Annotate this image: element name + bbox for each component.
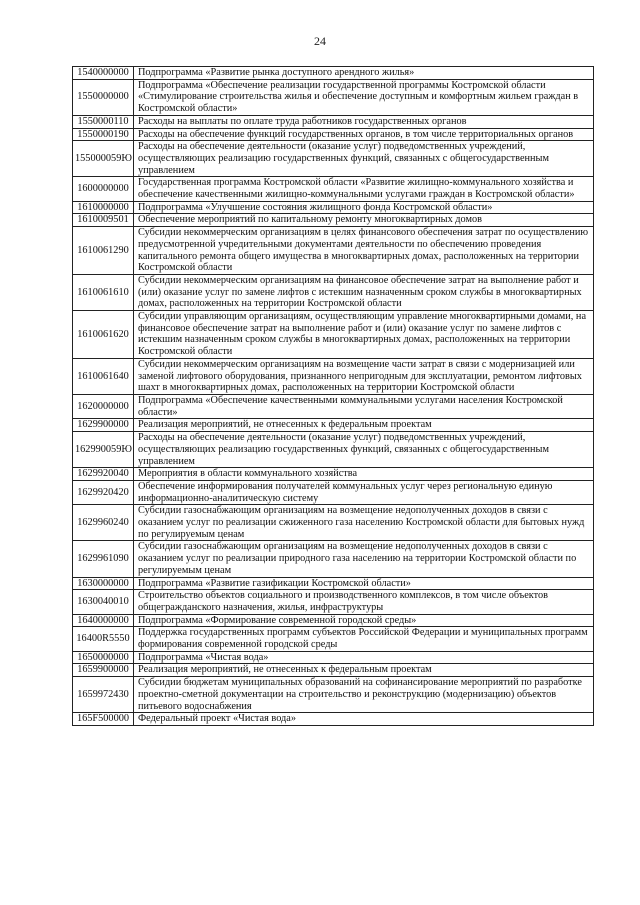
description-cell: Федеральный проект «Чистая вода» [134,713,594,726]
budget-code-cell: 1550000190 [73,128,134,141]
budget-code-cell: 162990059Ю [73,432,134,468]
description-cell: Подпрограмма «Формирование современной городской среды» [134,614,594,627]
budget-code-cell: 1650000000 [73,651,134,664]
budget-code-cell: 1610061620 [73,311,134,359]
description-cell: Государственная программа Костромской области «Развитие жилищно-коммунального хозяйства и обеспечение качественными жилищно-коммунальными услугами граждан в Костромской области» [134,177,594,201]
table-row [73,713,594,726]
table-row [73,590,594,614]
budget-code-cell: 1629900000 [73,419,134,432]
table-row [73,227,594,275]
description-cell: Подпрограмма «Обеспечение качественными коммунальными услугами населения Костромской области» [134,394,594,418]
description-cell: Расходы на обеспечение деятельности (оказание услуг) подведомственных учреждений, осуществляющих реализацию государственных функций, связанных с общегосударственным управлением [134,432,594,468]
table-row [73,177,594,201]
table-row [73,577,594,590]
description-cell: Подпрограмма «Развитие рынка доступного арендного жилья» [134,67,594,80]
description-cell: Обеспечение информирования получателей коммунальных услуг через региональную единую информационно-аналитическую систему [134,480,594,504]
table-row [73,677,594,713]
table-row [73,201,594,214]
table-row [73,394,594,418]
table-row [73,541,594,577]
table-row [73,505,594,541]
budget-code-cell: 1610000000 [73,201,134,214]
description-cell: Субсидии бюджетам муниципальных образований на софинансирование мероприятий по разработке проектно-сметной документации на строительство и реконструкцию (модернизацию) объектов питьевого водоснабжения [134,677,594,713]
budget-code-cell: 1610061610 [73,274,134,310]
table-row [73,627,594,651]
budget-code-cell: 1630000000 [73,577,134,590]
table-row [73,141,594,177]
description-cell: Строительство объектов социального и производственного комплексов, в том числе объектов общегражданского назначения, жилья, инфраструктуры [134,590,594,614]
description-cell: Субсидии управляющим организациям, осуществляющим управление многоквартирными домами, на финансовое обеспечение затрат на выполнение работ и (или) оказание услуг по замене лифтов с истекшим назначенным сроком службы в многоквартирных домах, расположенных на территории Костромской области [134,311,594,359]
budget-code-cell: 155000059Ю [73,141,134,177]
budget-code-cell: 1629920420 [73,480,134,504]
description-cell: Расходы на выплаты по оплате труда работников государственных органов [134,115,594,128]
budget-classification-table [72,66,594,726]
description-cell: Субсидии газоснабжающим организациям на возмещение недополученных доходов в связи с оказанием услуг по реализации сжиженного газа населению Костромской области для бытовых нужд по регулируемым ценам [134,505,594,541]
description-cell: Реализация мероприятий, не отнесенных к федеральным проектам [134,664,594,677]
table-row [73,79,594,115]
budget-code-cell: 1629961090 [73,541,134,577]
page-number: 24 [314,34,326,48]
table-row [73,432,594,468]
description-cell: Реализация мероприятий, не отнесенных к федеральным проектам [134,419,594,432]
budget-code-cell: 1629920040 [73,468,134,481]
budget-code-cell: 1610061290 [73,227,134,275]
budget-code-cell: 1640000000 [73,614,134,627]
budget-code-cell: 1600000000 [73,177,134,201]
description-cell: Субсидии некоммерческим организациям на финансовое обеспечение затрат на выполнение работ и (или) оказание услуг по замене лифтов с истекшим назначенным сроком службы в многоквартирных домах, расположенных на территории Костромской области [134,274,594,310]
table-row [73,311,594,359]
table-row [73,358,594,394]
table-row [73,651,594,664]
description-cell: Субсидии газоснабжающим организациям на возмещение недополученных доходов в связи с оказанием услуг по реализации природного газа населению на территории Костромской области по регулируемым ценам [134,541,594,577]
budget-code-cell: 1540000000 [73,67,134,80]
description-cell: Мероприятия в области коммунального хозяйства [134,468,594,481]
table-row [73,274,594,310]
table-row [73,214,594,227]
budget-code-cell: 165F500000 [73,713,134,726]
table-row [73,419,594,432]
table-row [73,67,594,80]
description-cell: Расходы на обеспечение деятельности (оказание услуг) подведомственных учреждений, осуществляющих реализацию государственных функций, связанных с общегосударственным управлением [134,141,594,177]
budget-code-cell: 1550000110 [73,115,134,128]
table-row [73,468,594,481]
table-row [73,614,594,627]
table-row [73,480,594,504]
budget-code-cell: 1659900000 [73,664,134,677]
description-cell: Субсидии некоммерческим организациям на возмещение части затрат в связи с модернизацией или заменой лифтового оборудования, признанного непригодным для эксплуатации, ремонтом лифтовых шахт в многоквартирных домах, расположенных на территории Костромской области [134,358,594,394]
table-row [73,664,594,677]
budget-code-cell: 1630040010 [73,590,134,614]
budget-code-cell: 1550000000 [73,79,134,115]
budget-code-cell: 1629960240 [73,505,134,541]
budget-code-cell: 16400R5550 [73,627,134,651]
table-body [73,67,594,726]
budget-code-cell: 1659972430 [73,677,134,713]
description-cell: Расходы на обеспечение функций государственных органов, в том числе территориальных органов [134,128,594,141]
description-cell: Подпрограмма «Улучшение состояния жилищного фонда Костромской области» [134,201,594,214]
table-row [73,115,594,128]
description-cell: Подпрограмма «Обеспечение реализации государственной программы Костромской области «Стимулирование строительства жилья и обеспечение доступным и комфортным жильем граждан в Костромской области» [134,79,594,115]
budget-code-cell: 1620000000 [73,394,134,418]
description-cell: Обеспечение мероприятий по капитальному ремонту многоквартирных домов [134,214,594,227]
budget-code-cell: 1610061640 [73,358,134,394]
table-row [73,128,594,141]
description-cell: Поддержка государственных программ субъектов Российской Федерации и муниципальных программ формирования современной городской среды [134,627,594,651]
budget-code-cell: 1610009501 [73,214,134,227]
description-cell: Подпрограмма «Чистая вода» [134,651,594,664]
description-cell: Субсидии некоммерческим организациям в целях финансового обеспечения затрат по осуществлению предусмотренной учредительными документами деятельности по обеспечению проведения капитального ремонта общего имущества в многоквартирных домах, расположенных на территории Костромской области [134,227,594,275]
description-cell: Подпрограмма «Развитие газификации Костромской области» [134,577,594,590]
